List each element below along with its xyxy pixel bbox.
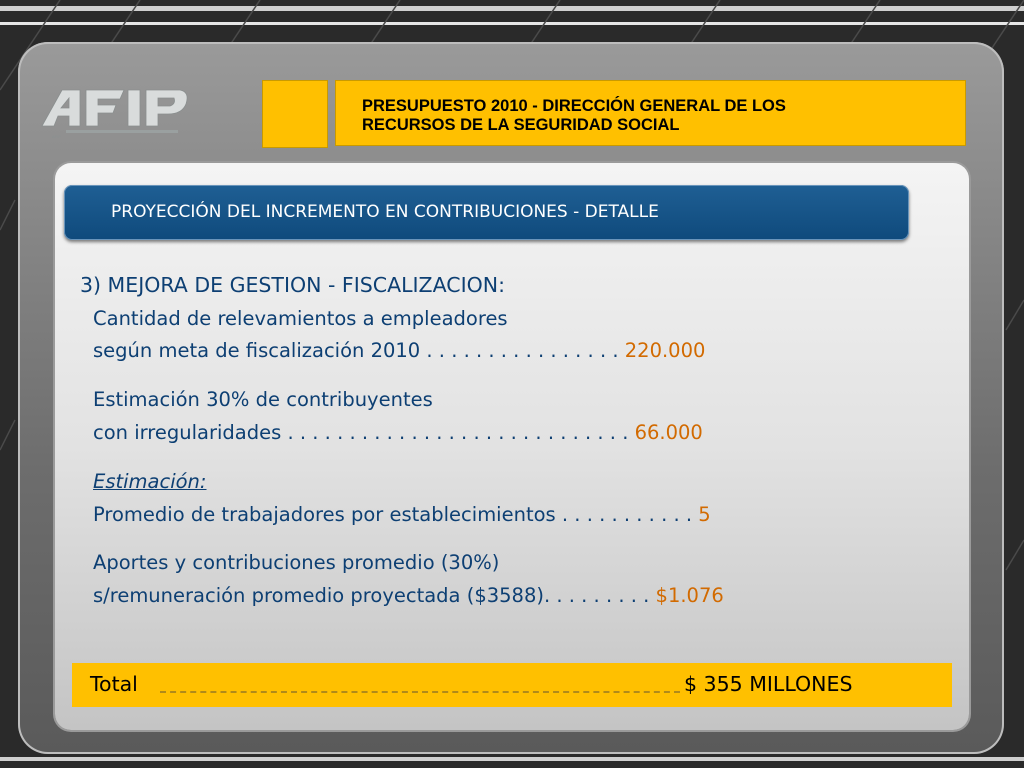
header-title-line2: RECURSOS DE LA SEGURIDAD SOCIAL (362, 116, 680, 134)
total-leader-dots (160, 691, 680, 693)
item1-line2: según meta de fiscalización 2010 . . . . . . . . . . . . . . . . (93, 339, 619, 362)
section-title-bar: PROYECCIÓN DEL INCREMENTO EN CONTRIBUCIONES - DETALLE (64, 185, 909, 240)
subtitle: 3) MEJORA DE GESTION - FISCALIZACION: (80, 273, 506, 297)
item2-value: 66.000 (634, 421, 703, 444)
item2-line2: con irregularidades . . . . . . . . . . . . . . . . . . . . . . . . . . . . (93, 421, 629, 444)
afip-logo-icon (40, 88, 192, 139)
header-accent-square (262, 80, 328, 148)
item3-value: 5 (698, 503, 711, 526)
item1-line1: Cantidad de relevamientos a empleadores (93, 307, 508, 330)
header-title-line1: PRESUPUESTO 2010 - DIRECCIÓN GENERAL DE LOS (362, 97, 786, 115)
header-title-box (335, 80, 966, 146)
item2-line1: Estimación 30% de contribuyentes (93, 388, 433, 411)
item4-line1: Aportes y contribuciones promedio (30%) (93, 551, 500, 574)
item1-value: 220.000 (624, 339, 706, 362)
item3-line1-row (93, 503, 711, 526)
content-panel (55, 163, 969, 730)
item4-line2-row (93, 584, 724, 607)
item4-line2: s/remuneración promedio proyectada ($3588). . . . . . . . . (93, 584, 650, 607)
item3-line1: Promedio de trabajadores por establecimientos . . . . . . . . . . . (93, 503, 693, 526)
item3-label: Estimación: (93, 470, 207, 493)
total-value: $ 355 MILLONES (684, 672, 853, 696)
total-bar (72, 663, 952, 707)
afip-logo-text: AFIP (52, 134, 61, 139)
item4-value: $1.076 (655, 584, 724, 607)
item2-line2-row (93, 421, 703, 444)
item1-line2-row (93, 339, 705, 362)
logo-underline (66, 130, 178, 133)
total-label: Total (90, 672, 138, 696)
